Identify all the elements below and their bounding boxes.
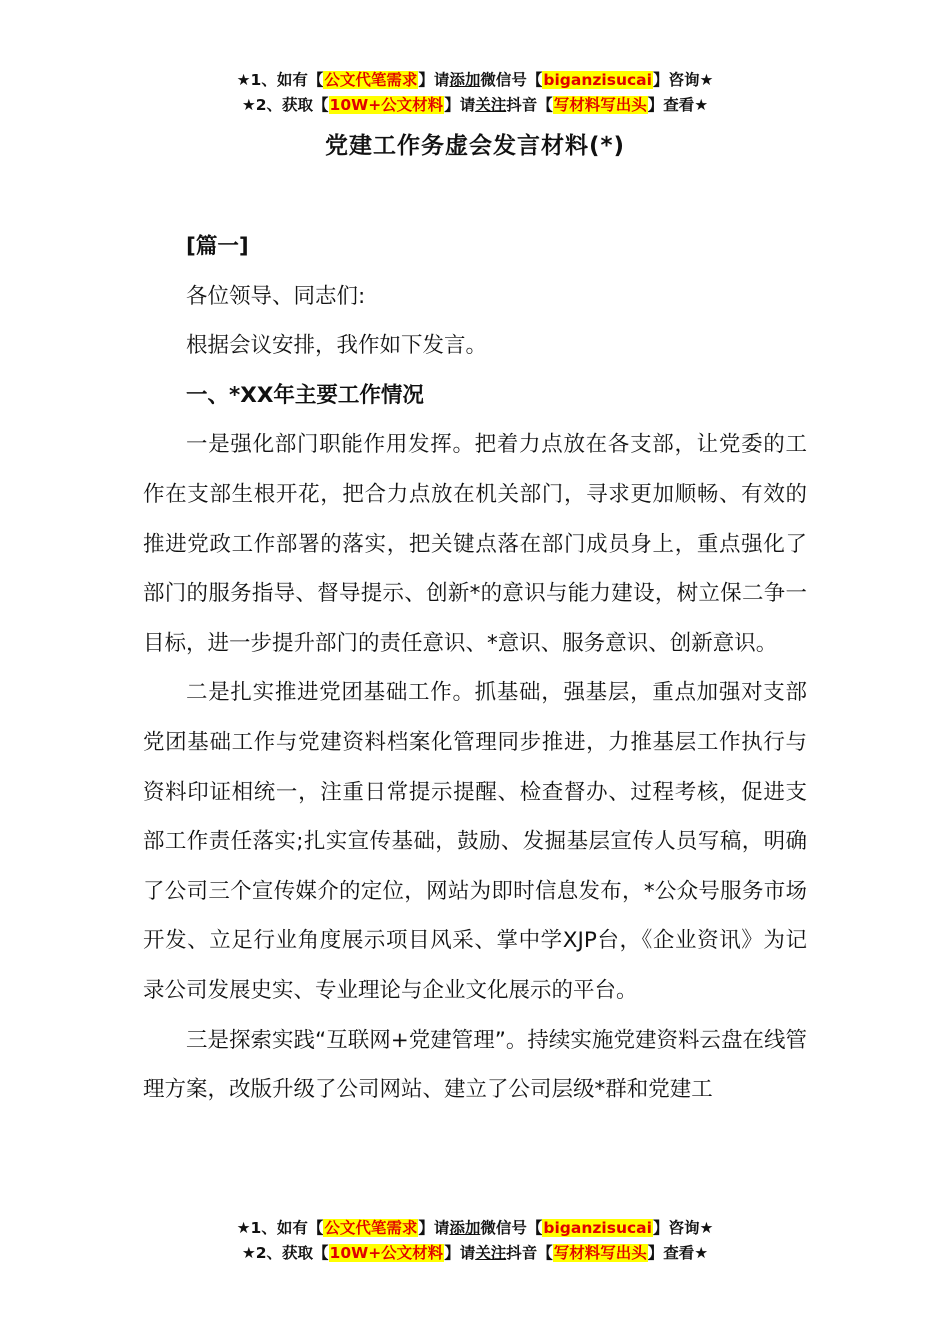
section-label: [篇一] [186, 234, 249, 259]
banner-underline: 关注 [475, 1244, 507, 1262]
banner-highlight: 10W+公文材料 [329, 1244, 444, 1262]
star-icon: ★ [236, 71, 251, 89]
document-title: 党建工作务虚会发言材料(*) [324, 133, 626, 159]
bottom-banner [0, 1216, 950, 1266]
top-banner [0, 68, 950, 118]
star-icon: ★ [241, 1244, 256, 1262]
star-icon: ★ [236, 1219, 251, 1237]
banner-text: 】请 [444, 1244, 476, 1262]
banner-text: 】查看★ [647, 1244, 709, 1262]
document-body [143, 222, 807, 1115]
banner-highlight: 公文代笔需求 [324, 71, 418, 89]
banner-underline: 添加 [449, 71, 481, 89]
banner-text: 】咨询★ [652, 1219, 714, 1237]
banner-highlight: 写材料写出头 [553, 1244, 647, 1262]
banner-text: 抖音【 [506, 96, 553, 114]
banner-highlight: biganzisucai [543, 71, 652, 89]
body-paragraph: 三是探索实践“互联网+党建管理”。持续实施党建资料云盘在线管理方案，改版升级了公司网站、建立了公司层级*群和党建工 [143, 1027, 807, 1103]
banner-underline: 添加 [449, 1219, 481, 1237]
banner-text: 】请 [418, 71, 450, 89]
banner-underline: 关注 [475, 96, 507, 114]
banner-text: 微信号【 [480, 1219, 543, 1237]
banner-highlight: 公文代笔需求 [324, 1219, 418, 1237]
banner-text: 微信号【 [480, 71, 543, 89]
banner-text: 抖音【 [506, 1244, 553, 1262]
banner-text: 2、获取【 [255, 1244, 329, 1262]
body-paragraph: 一是强化部门职能作用发挥。把着力点放在各支部，让党委的工作在支部生根开花，把合力点放在机关部门，寻求更加顺畅、有效的推进党政工作部署的落实，把关键点落在部门成员身上，重点强化了部门的服务指导、督导提示、创新*的意识与能力建设，树立保二争一目标，进一步提升部门的责任意识、*意识、服务意识、创新意识。 [143, 432, 807, 656]
banner-line-2 [0, 93, 950, 118]
banner-text: 】咨询★ [652, 71, 714, 89]
banner-text: 1、如有【 [250, 1219, 324, 1237]
banner-text: 】请 [444, 96, 476, 114]
banner-text: 】请 [418, 1219, 450, 1237]
greeting: 各位领导、同志们: [186, 283, 366, 309]
banner-highlight: 10W+公文材料 [329, 96, 444, 114]
banner-highlight: 写材料写出头 [553, 96, 647, 114]
section-heading: 一、*XX年主要工作情况 [186, 382, 424, 408]
body-paragraph: 二是扎实推进党团基础工作。抓基础，强基层，重点加强对支部党团基础工作与党建资料档案化管理同步推进，力推基层工作执行与资料印证相统一，注重日常提示提醒、检查督办、过程考核，促进支部工作责任落实;扎实宣传基础，鼓励、发掘基层宣传人员写稿，明确了公司三个宣传媒介的定位，网站为即时信息发布，*公众号服务市场开发、立足行业角度展示项目风采、掌中学XJP台，《企业资讯》为记录公司发展史实、专业理论与企业文化展示的平台。 [143, 680, 807, 1003]
banner-highlight: biganzisucai [543, 1219, 652, 1237]
banner-line-1 [0, 1216, 950, 1241]
intro-paragraph: 根据会议安排，我作如下发言。 [186, 333, 488, 359]
star-icon: ★ [241, 96, 256, 114]
banner-text: 2、获取【 [255, 96, 329, 114]
banner-line-2 [0, 1241, 950, 1266]
banner-line-1 [0, 68, 950, 93]
banner-text: 1、如有【 [250, 71, 324, 89]
banner-text: 】查看★ [647, 96, 709, 114]
